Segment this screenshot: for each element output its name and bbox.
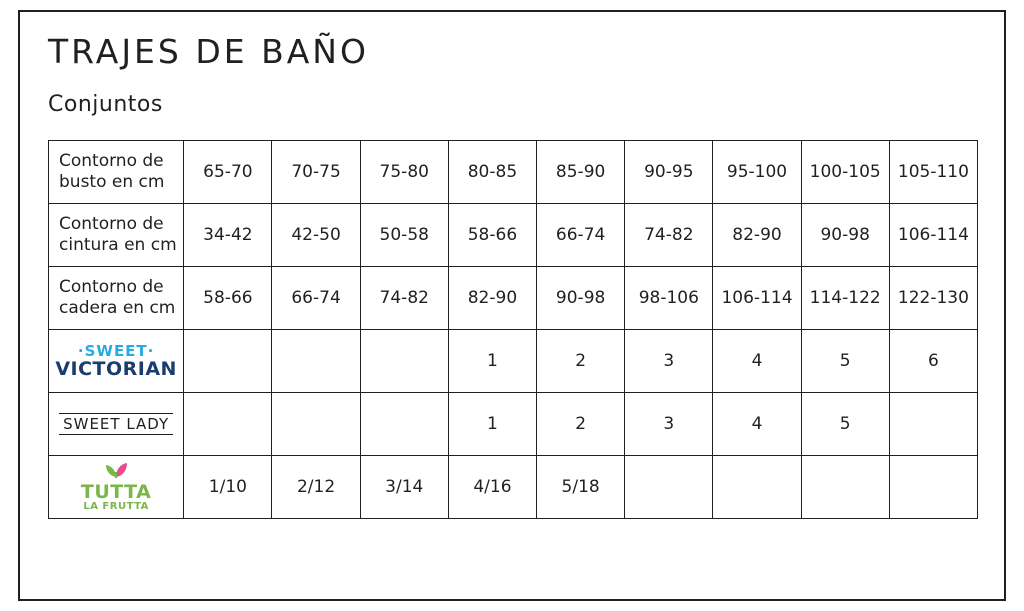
cell-cadera-5: 90-98 bbox=[537, 267, 625, 330]
cell-tf-6 bbox=[625, 456, 713, 519]
table-row bbox=[49, 204, 978, 267]
cell-cadera-8: 114-122 bbox=[801, 267, 889, 330]
sweet-victorian-bottom-text: VICTORIAN bbox=[55, 357, 177, 380]
cell-busto-9: 105-110 bbox=[889, 141, 977, 204]
sweet-lady-text: SWEET LADY bbox=[59, 413, 173, 436]
cell-busto-1: 65-70 bbox=[184, 141, 272, 204]
cell-sv-3 bbox=[360, 330, 448, 393]
cell-busto-5: 85-90 bbox=[537, 141, 625, 204]
cell-cintura-2: 42-50 bbox=[272, 204, 360, 267]
cell-sl-3 bbox=[360, 393, 448, 456]
brand-logo-sweet-victorian bbox=[49, 330, 184, 393]
cell-sv-1 bbox=[184, 330, 272, 393]
page-title: TRAJES DE BAÑO bbox=[48, 32, 369, 71]
cell-cadera-6: 98-106 bbox=[625, 267, 713, 330]
sweet-victorian-top-text: ·SWEET· bbox=[77, 341, 155, 360]
table-row bbox=[49, 330, 978, 393]
cell-tf-5: 5/18 bbox=[537, 456, 625, 519]
cell-sl-5: 2 bbox=[537, 393, 625, 456]
cell-sl-2 bbox=[272, 393, 360, 456]
cell-sl-7: 4 bbox=[713, 393, 801, 456]
cell-tf-4: 4/16 bbox=[448, 456, 536, 519]
row-label-cintura: Contorno de cintura en cm bbox=[49, 204, 184, 267]
cell-sv-7: 4 bbox=[713, 330, 801, 393]
table-row bbox=[49, 393, 978, 456]
cell-tf-9 bbox=[889, 456, 977, 519]
cell-busto-3: 75-80 bbox=[360, 141, 448, 204]
cell-sl-8: 5 bbox=[801, 393, 889, 456]
cell-cintura-4: 58-66 bbox=[448, 204, 536, 267]
row-label-cadera: Contorno de cadera en cm bbox=[49, 267, 184, 330]
cell-sl-9 bbox=[889, 393, 977, 456]
page-subtitle: Conjuntos bbox=[48, 92, 163, 117]
cell-sv-6: 3 bbox=[625, 330, 713, 393]
cell-cadera-3: 74-82 bbox=[360, 267, 448, 330]
cell-sv-4: 1 bbox=[448, 330, 536, 393]
cell-cadera-1: 58-66 bbox=[184, 267, 272, 330]
cell-sv-5: 2 bbox=[537, 330, 625, 393]
cell-cintura-3: 50-58 bbox=[360, 204, 448, 267]
cell-tf-7 bbox=[713, 456, 801, 519]
table-row bbox=[49, 141, 978, 204]
cell-cadera-7: 106-114 bbox=[713, 267, 801, 330]
cell-sv-9: 6 bbox=[889, 330, 977, 393]
cell-cadera-2: 66-74 bbox=[272, 267, 360, 330]
cell-cintura-7: 82-90 bbox=[713, 204, 801, 267]
brand-logo-sweet-lady bbox=[49, 393, 184, 456]
size-table-wrapper bbox=[48, 140, 978, 519]
cell-busto-8: 100-105 bbox=[801, 141, 889, 204]
row-label-busto: Contorno de busto en cm bbox=[49, 141, 184, 204]
cell-cintura-5: 66-74 bbox=[537, 204, 625, 267]
cell-sl-1 bbox=[184, 393, 272, 456]
cell-tf-1: 1/10 bbox=[184, 456, 272, 519]
cell-cintura-9: 106-114 bbox=[889, 204, 977, 267]
cell-cintura-8: 90-98 bbox=[801, 204, 889, 267]
cell-busto-4: 80-85 bbox=[448, 141, 536, 204]
cell-busto-7: 95-100 bbox=[713, 141, 801, 204]
cell-sl-4: 1 bbox=[448, 393, 536, 456]
table-row bbox=[49, 267, 978, 330]
cell-cadera-4: 82-90 bbox=[448, 267, 536, 330]
cell-cintura-6: 74-82 bbox=[625, 204, 713, 267]
cell-sv-2 bbox=[272, 330, 360, 393]
cell-tf-2: 2/12 bbox=[272, 456, 360, 519]
cell-sv-8: 5 bbox=[801, 330, 889, 393]
tutta-sub-text: LA FRUTTA bbox=[83, 501, 149, 512]
cell-tf-3: 3/14 bbox=[360, 456, 448, 519]
cell-busto-6: 90-95 bbox=[625, 141, 713, 204]
cell-cadera-9: 122-130 bbox=[889, 267, 977, 330]
tutta-main-text: TUTTA bbox=[80, 481, 152, 503]
cell-busto-2: 70-75 bbox=[272, 141, 360, 204]
leaf-icon bbox=[81, 462, 151, 482]
brand-logo-tutta-la-frutta bbox=[49, 456, 184, 519]
cell-tf-8 bbox=[801, 456, 889, 519]
table-row bbox=[49, 456, 978, 519]
size-table bbox=[48, 140, 978, 519]
cell-sl-6: 3 bbox=[625, 393, 713, 456]
cell-cintura-1: 34-42 bbox=[184, 204, 272, 267]
